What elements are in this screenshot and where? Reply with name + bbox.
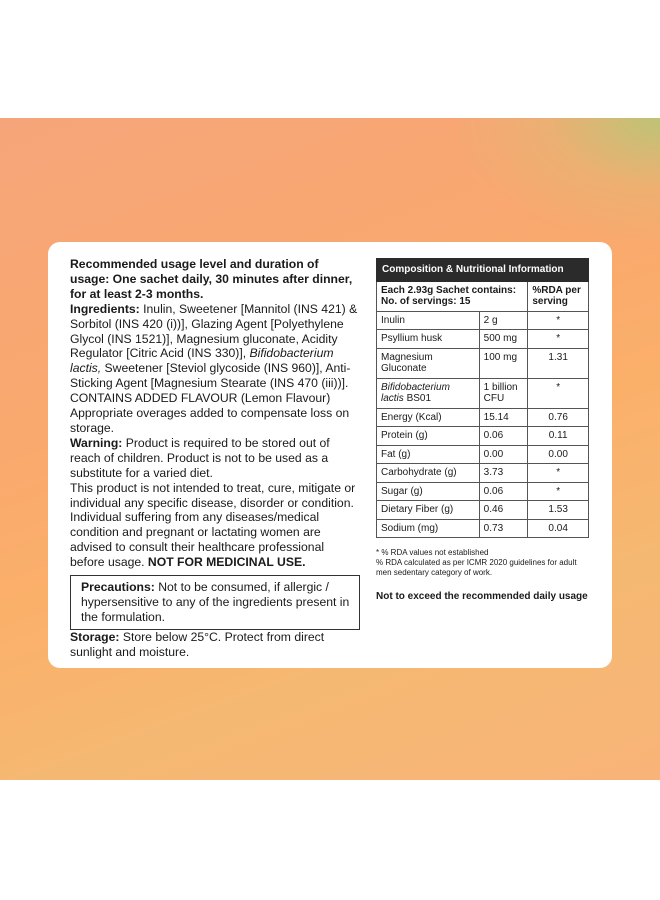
ingredients-text-1: Inulin, Sweetener [Mannitol (INS 421) & Sorbitol (INS 420 (i))], Glazing Agent [Polyethylene Glycol (INS 1521)], Magnesium gluconate, Acidity Regulator [Citric Acid (INS 330)], [70,301,358,361]
nutrient-rda: 0.76 [528,408,589,427]
nutrient-name: Sodium (mg) [377,519,480,538]
nutrition-column [376,258,589,602]
nutrient-amount: 0.06 [479,427,528,446]
precautions-text: Not to be consumed, if allergic / hypersensitive to any of the ingredients present in the formulation. [81,580,350,624]
label-card [48,242,612,668]
nutrient-rda: 1.31 [528,348,589,378]
nutrient-amount: 2 g [479,311,528,330]
nutrient-amount: 100 mg [479,348,528,378]
warning-label: Warning: [70,435,123,450]
nutrient-rda: 1.53 [528,501,589,520]
nutrient-rda: * [528,311,589,330]
usage-and-ingredients-column [70,257,360,660]
nutrient-name: Psyllium husk [377,330,480,349]
nutrient-name: Energy (Kcal) [377,408,480,427]
storage-text: Store below 25°C. Protect from direct sunlight and moisture. [70,629,325,659]
nutrient-name [377,378,480,408]
nutrient-name: Sugar (g) [377,482,480,501]
table-title-row [377,259,589,282]
ingredients-paragraph [70,302,360,391]
overages-statement: Appropriate overages added to compensate loss on storage. [70,406,350,435]
nutrient-amount: 0.06 [479,482,528,501]
nutrient-amount: 0.46 [479,501,528,520]
precautions-label: Precautions: [81,580,155,595]
nutrient-name: Carbohydrate (g) [377,464,480,483]
header-serving-info: Each 2.93g Sachet contains: No. of servings: 15 [377,281,528,311]
nutrient-name: Magnesium Gluconate [377,348,480,378]
nutrient-rda: 0.04 [528,519,589,538]
nutrient-rda: * [528,482,589,501]
flavour-statement: CONTAINS ADDED FLAVOUR (Lemon Flavour) [70,391,331,406]
nutrient-rda: * [528,464,589,483]
intent-paragraph [70,481,360,570]
table-footnotes [376,548,589,578]
table-row [377,378,589,408]
storage-paragraph [70,630,360,660]
nutrient-rda: * [528,378,589,408]
nutrient-amount: 0.00 [479,445,528,464]
ingredients-label: Ingredients: [70,301,140,316]
intent-text: This product is not intended to treat, cure, mitigate or individual any specific disease, disorder or condition. Individual suffering from any diseases/medical condition and pregnant or lactating women are advised to consult their healthcare professional before usage. [70,480,356,570]
table-row [377,445,589,464]
header-rda: %RDA per serving [528,281,589,311]
table-row [377,311,589,330]
nutrient-name: Dietary Fiber (g) [377,501,480,520]
daily-usage-notice: Not to exceed the recommended daily usage [376,591,588,602]
usage-instructions: Recommended usage level and duration of usage: One sachet daily, 30 minutes after dinner, for at least 2-3 months. [70,257,353,301]
nutrient-amount: 3.73 [479,464,528,483]
probiotic-strain: BS01 [403,393,432,404]
probiotic-name: Bifidobacterium lactis [381,381,450,404]
ingredients-text-2: Sweetener [Steviol glycoside (INS 960)], Anti-Sticking Agent [Magnesium Stearate (INS 470 (iii))]. [70,361,351,391]
nutrient-name: Inulin [377,311,480,330]
nutrient-name: Fat (g) [377,445,480,464]
nutrient-amount: 15.14 [479,408,528,427]
table-row [377,408,589,427]
ingredients-italic: Bifidobacterium lactis, [70,346,334,376]
table-row [377,427,589,446]
table-row [377,482,589,501]
table-row [377,348,589,378]
table-row [377,519,589,538]
warning-paragraph [70,436,360,481]
footnote-rda-guideline: % RDA calculated as per ICMR 2020 guidelines for adult men sedentary category of work. [376,558,577,577]
footnote-rda-not-established: * % RDA values not established [376,548,489,557]
table-row [377,464,589,483]
nutrition-table [376,258,589,538]
not-medicinal-label: NOT FOR MEDICINAL USE. [147,555,306,570]
storage-label: Storage: [70,629,120,644]
precautions-box [70,575,360,630]
nutrient-rda: 0.11 [528,427,589,446]
warning-text: Product is required to be stored out of reach of children. Product is not to be used as a substitute for a varied diet. [70,435,330,480]
nutrient-amount: 0.73 [479,519,528,538]
nutrient-amount: 1 billion CFU [479,378,528,408]
table-row [377,330,589,349]
nutrient-rda: 0.00 [528,445,589,464]
table-row [377,501,589,520]
table-title: Composition & Nutritional Information [377,259,589,282]
nutrient-name: Protein (g) [377,427,480,446]
nutrient-rda: * [528,330,589,349]
nutrient-amount: 500 mg [479,330,528,349]
table-header-row [377,281,589,311]
